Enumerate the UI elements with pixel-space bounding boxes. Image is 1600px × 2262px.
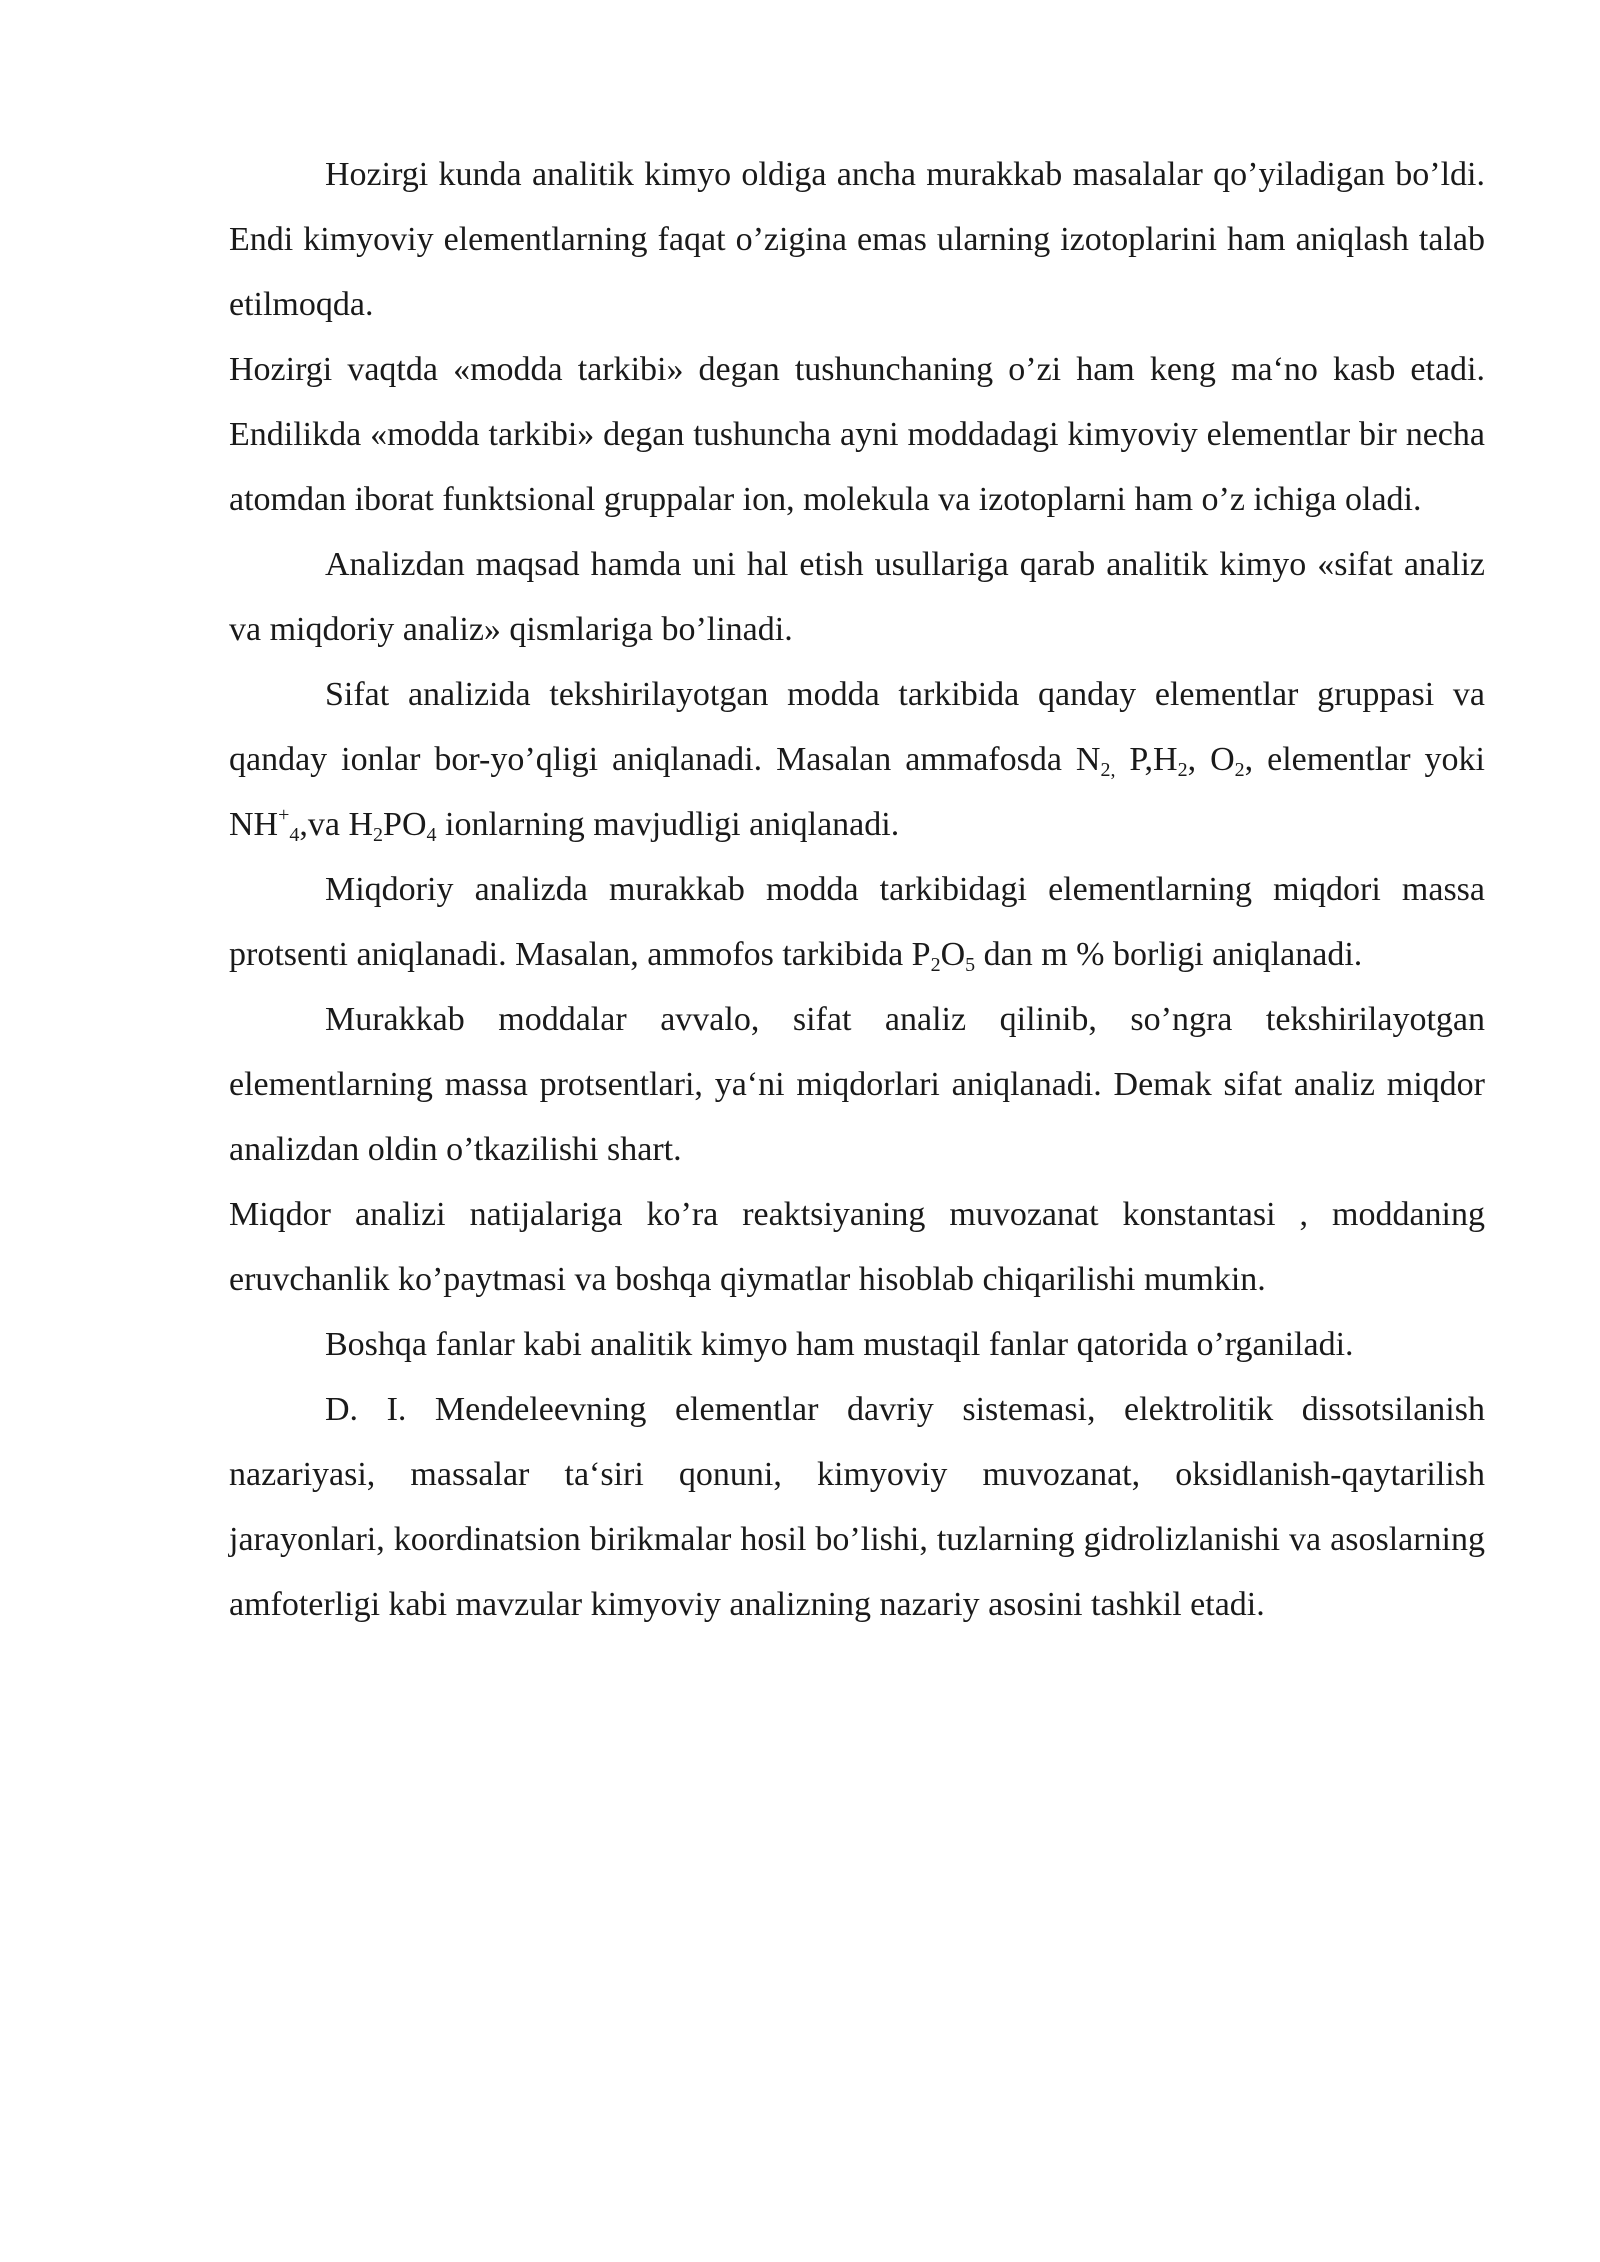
subscript: 2, (1100, 759, 1116, 781)
text-run: Sifat analizida tekshirilayotgan modda tarkibida qanday elementlar gruppasi va qanday ionlar bor-yo’qligi aniqlanadi. Masalan ammafosda N (229, 676, 1485, 778)
paragraph-7: Miqdor analizi natijalariga ko’ra reaktsiyaning muvozanat konstantasi , moddaning eruvchanlik ko’paytmasi va boshqa qiymatlar hisoblab chiqarilishi mumkin. (229, 1196, 1485, 1298)
subscript: 2 (373, 824, 384, 846)
text-run: , elementlar yoki NH (229, 741, 1485, 843)
body-text (229, 142, 1485, 1637)
paragraph-1: Hozirgi kunda analitik kimyo oldiga ancha murakkab masalalar qo’yiladigan bo’ldi. Endi kimyoviy elementlarning faqat o’zigina emas ularning izotoplarini ham aniqlash talab etilmoqda. (229, 156, 1485, 323)
paragraph-2: Hozirgi vaqtda «modda tarkibi» degan tushunchaning o’zi ham keng ma‘no kasb etadi. Endilikda «modda tarkibi» degan tushuncha ayni moddadagi kimyoviy elementlar bir necha atomdan iborat funktsional gruppalar ion, molekula va izotoplarni ham o’z ichiga oladi. (229, 351, 1485, 518)
paragraph-4 (229, 662, 1485, 857)
text-run: ,va H (299, 806, 374, 843)
subscript: 4 (426, 824, 437, 846)
subscript: 4 (289, 824, 300, 846)
subscript: 2 (1234, 759, 1245, 781)
text-run: Miqdoriy analizda murakkab modda tarkibidagi elementlarning miqdori massa protsenti aniqlanadi. Masalan, ammofos tarkibida P (229, 871, 1485, 973)
text-run: ionlarning mavjudligi aniqlanadi. (436, 806, 900, 843)
paragraph-5 (229, 857, 1485, 987)
subscript: 2 (930, 954, 941, 976)
subscript: 5 (965, 954, 976, 976)
superscript: + (278, 804, 290, 826)
paragraph-3: Analizdan maqsad hamda uni hal etish usullariga qarab analitik kimyo «sifat analiz va miqdoriy analiz» qismlariga bo’linadi. (229, 546, 1485, 648)
text-run: , O (1187, 741, 1235, 778)
paragraph-6: Murakkab moddalar avvalo, sifat analiz qilinib, so’ngra tekshirilayotgan elementlarning massa protsentlari, ya‘ni miqdorlari aniqlanadi. Demak sifat analiz miqdor analizdan oldin o’tkazilishi shart. (229, 1001, 1485, 1168)
text-run: PO (383, 806, 427, 843)
text-run: dan m % borligi aniqlanadi. (975, 936, 1363, 973)
subscript: 2 (1177, 759, 1188, 781)
paragraph-9: D. I. Mendeleevning elementlar davriy sistemasi, elektrolitik dissotsilanish nazariyasi, massalar ta‘siri qonuni, kimyoviy muvozanat, oksidlanish-qaytarilish jarayonlari, koordinatsion birikmalar hosil bo’lishi, tuzlarning gidrolizlanishi va asoslarning amfoterligi kabi mavzular kimyoviy analizning nazariy asosini tashkil etadi. (229, 1391, 1485, 1623)
text-run: O (940, 936, 966, 973)
text-run: P,H (1115, 741, 1178, 778)
paragraph-8: Boshqa fanlar kabi analitik kimyo ham mustaqil fanlar qatorida o’rganiladi. (325, 1326, 1354, 1363)
